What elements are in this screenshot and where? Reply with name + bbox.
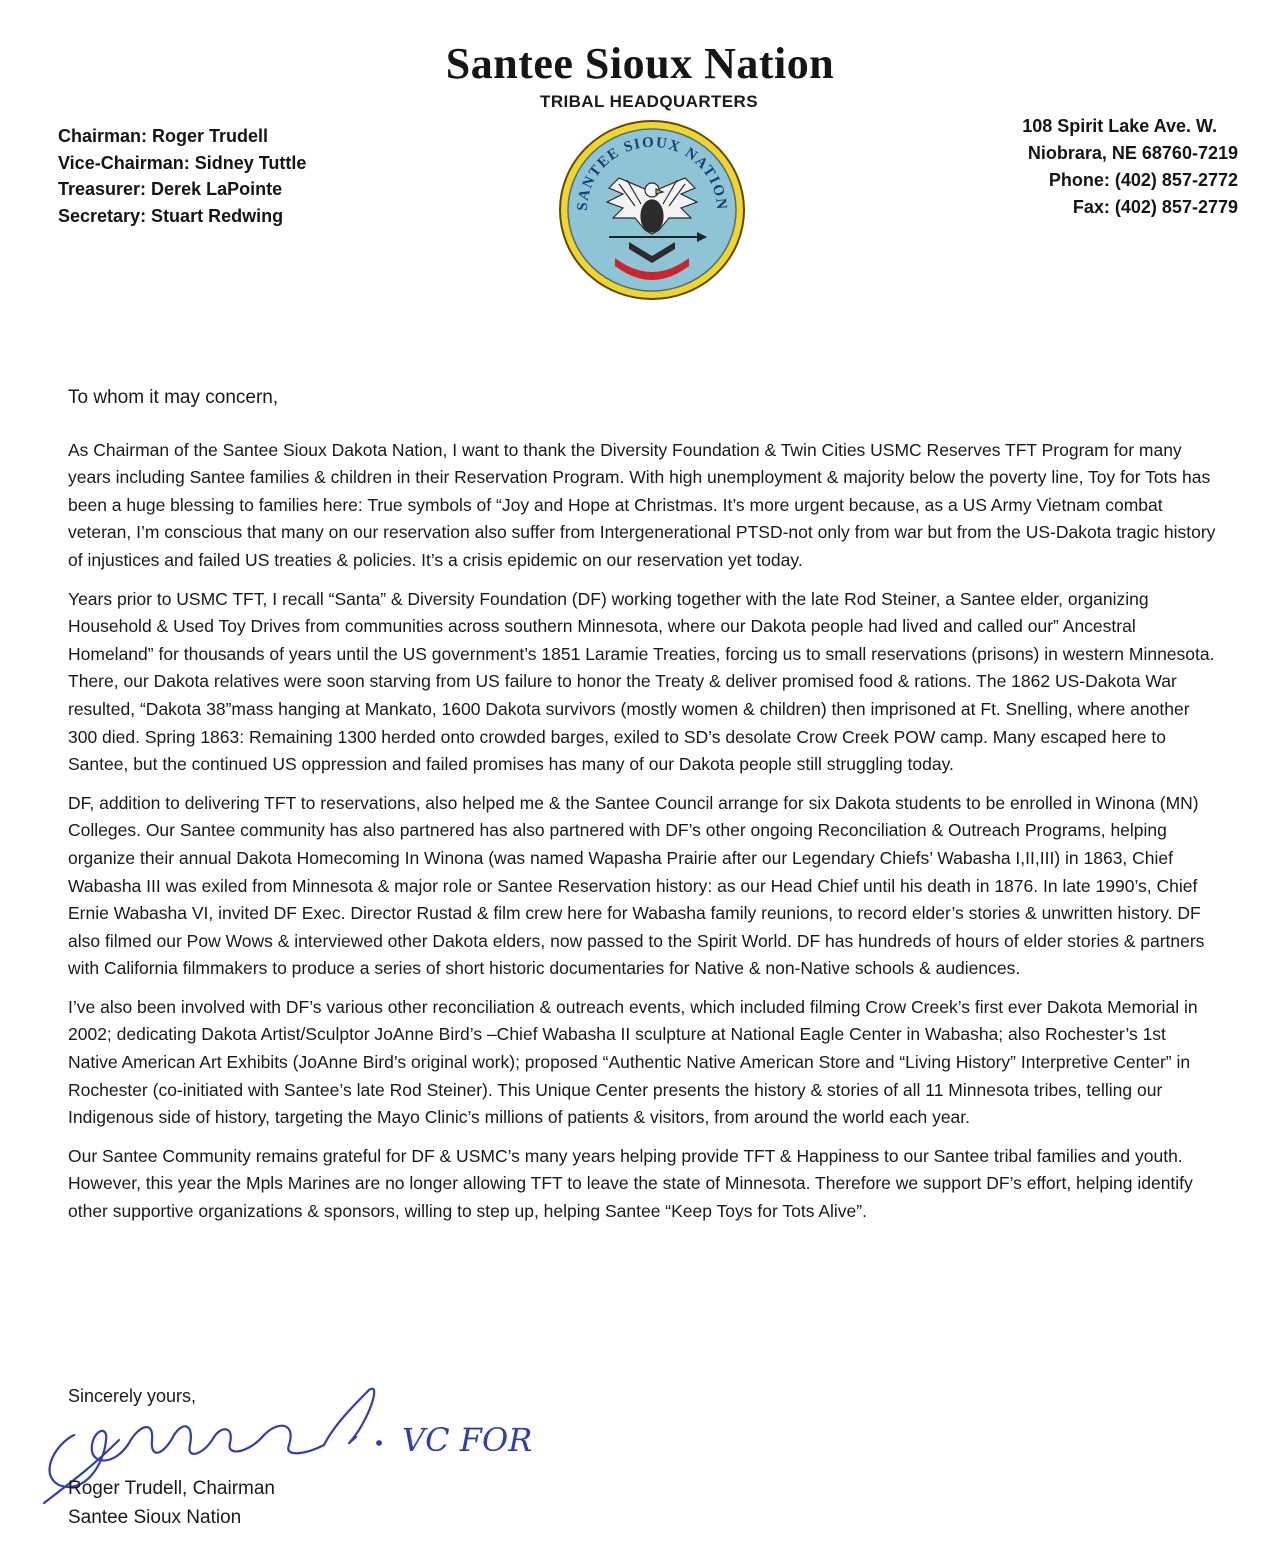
letterhead-subtitle: TRIBAL HEADQUARTERS <box>540 92 758 111</box>
signer-organization: Santee Sioux Nation <box>68 1507 242 1528</box>
officer-chairman: Chairman: Roger Trudell <box>58 126 269 146</box>
address-line-1: 108 Spirit Lake Ave. W. <box>1022 116 1217 136</box>
signer-block <box>68 1474 275 1532</box>
signature-annotation: VC FOR <box>402 1421 533 1459</box>
letter-body <box>68 384 1218 1237</box>
closing: Sincerely yours, <box>68 1386 197 1406</box>
signer-name: Roger Trudell, Chairman <box>68 1478 275 1499</box>
paragraph-partnership: DF, addition to delivering TFT to reservations, also helped me & the Santee Council arrange for six Dakota students to be enrolled in Winona (MN) Colleges. Our Santee community has also partnered has also partnered with DF’s other ongoing Reconciliation & Outreach Programs, helping organize their annual Dakota Homecoming In Winona (was named Wapasha Prairie after our Legendary Chiefs’ Wabasha I,II,III) in 1863, Chief Wabasha III was exiled from Minnesota & major role or Santee Reservation history: as our Head Chief until his death in 1876. In late 1990’s, Chief Ernie Wabasha VI, invited DF Exec. Director Rustad & film crew here for Wabasha family reunions, to record elder’s stories & unwritten history. DF also filmed our Pow Wows & interviewed other Dakota elders, now passed to the Spirit World. DF has hundreds of hours of elder stories & partners with California filmmakers to produce a series of short historic documentaries for Native & non-Native schools & audiences. <box>68 792 1205 979</box>
contact-block <box>1022 113 1238 221</box>
fax-number: Fax: (402) 857-2779 <box>1072 197 1238 217</box>
officer-list <box>58 123 306 229</box>
officer-secretary: Secretary: Stuart Redwing <box>58 205 284 226</box>
tribal-seal-icon <box>557 118 747 302</box>
svg-text:SANTEE SIOUX NATION: SANTEE SIOUX NATION <box>574 134 730 212</box>
phone-number: Phone: (402) 857-2772 <box>1048 170 1238 190</box>
paragraph-history: Years prior to USMC TFT, I recall “Santa” & Diversity Foundation (DF) working together with the late Rod Steiner, a Santee elder, organizing Household & Used Toy Drives from communities across southern Minnesota, where our Dakota people had lived and called our” Ancestral Homeland” for thousands of years until the US government’s 1851 Laramie Treaties, forcing us to small reservations (prisons) in western Minnesota. There, our Dakota relatives were soon starving from US failure to honor the Treaty & deliver promised food & rations. The 1862 US-Dakota War resulted, “Dakota 38”mass hanging at Mankato, 1600 Dakota survivors (mostly women & children) then imprisoned at Ft. Snelling, where another 300 died. Spring 1863: Remaining 1300 herded onto crowded barges, exiled to SD’s desolate Crow Creek POW camp. Many escaped here to Santee, but the continued US oppression and failed promises has many of our Dakota people still struggling today. <box>68 588 1215 775</box>
paragraph-support: Our Santee Community remains grateful for DF & USMC’s many years helping provide TFT & Happiness to our Santee tribal families and youth. However, this year the Mpls Marines are no longer allowing TFT to leave the state of Minnesota. Therefore we support DF’s effort, helping identify other supportive organizations & sponsors, willing to step up, helping Santee “Keep Toys for Tots Alive”. <box>68 1145 1193 1222</box>
salutation: To whom it may concern, <box>68 387 279 408</box>
address-line-2: Niobrara, NE 68760-7219 <box>1027 143 1238 163</box>
letterhead-title: Santee Sioux Nation <box>445 39 835 88</box>
officer-vice-chairman: Vice-Chairman: Sidney Tuttle <box>58 152 307 173</box>
officer-treasurer: Treasurer: Derek LaPointe <box>58 179 283 199</box>
paragraph-outreach: I’ve also been involved with DF’s various other reconciliation & outreach events, which included filming Crow Creek’s first ever Dakota Memorial in 2002; dedicating Dakota Artist/Sculptor JoAnne Bird’s –Chief Wabasha II sculpture at National Eagle Center in Wabasha; also Rochester’s 1st Native American Art Exhibits (JoAnne Bird’s original work); proposed “Authentic Native American Store and “Living History” Interpretive Center” in Rochester (co-initiated with Santee’s late Rod Steiner). This Unique Center presents the history & stories of all 11 Minnesota tribes, telling our Indigenous side of history, targeting the Mayo Clinic’s millions of patients & visitors, from around the world each year. <box>68 996 1198 1128</box>
paragraph-gratitude: As Chairman of the Santee Sioux Dakota Nation, I want to thank the Diversity Foundation & Twin Cities USMC Reserves TFT Program for many years including Santee families & children in their Reservation Program. With high unemployment & majority below the poverty line, Toy for Tots has been a huge blessing to families here: True symbols of “Joy and Hope at Christmas. It’s more urgent because, as a US Army Vietnam combat veteran, I’m conscious that many on our reservation also suffer from Intergenerational PTSD-not only from war but from the US-Dakota tragic history of injustices and failed US treaties & policies. It’s a crisis epidemic on our reservation yet today. <box>68 439 1216 570</box>
